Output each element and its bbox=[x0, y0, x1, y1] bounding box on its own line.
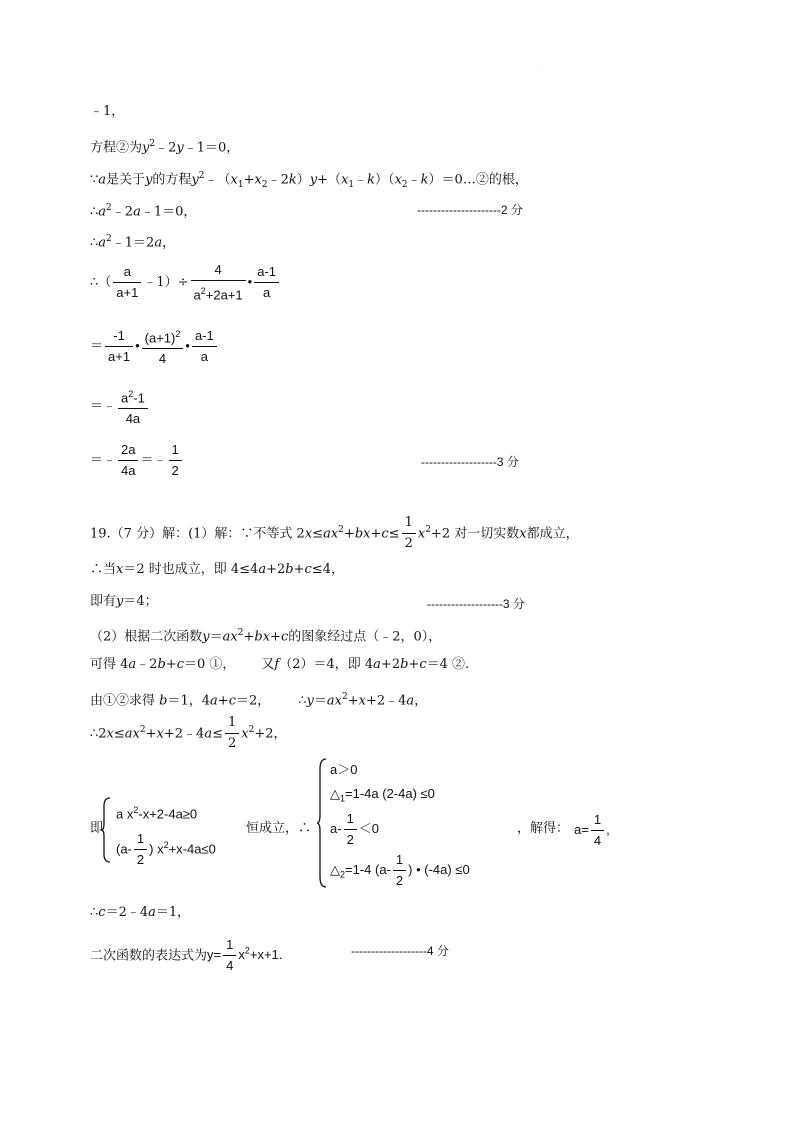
line-step-1: ＝ $\frac{-1}{a+1}$ • $\frac{(a+1)^2}{4}$ • $\frac{a-1}{a}$ bbox=[90, 326, 219, 367]
line-step-2: ＝﹣ $\frac{a^2-1}{4a}$ bbox=[90, 386, 150, 427]
fraction: $\frac{1}{4}$ bbox=[223, 937, 236, 974]
fraction: $\frac{2a}{4a}$ bbox=[118, 442, 138, 479]
line-expression: ∴（ $\frac{a}{a+1}$ ﹣1）÷ $\frac{4}{a^2+2a+1}$ • $\frac{a-1}{a}$ bbox=[90, 262, 281, 303]
score-mark-4: -------------------4 分 bbox=[351, 944, 449, 958]
fraction: $\frac{a-1}{a}$ bbox=[192, 328, 217, 365]
fraction: $\frac{1}{2}$ bbox=[225, 715, 239, 752]
system2-row2: $\triangle_1=1-4a$ (2-4a) ≤0 bbox=[330, 786, 435, 804]
corner-dot: · bbox=[537, 64, 539, 70]
score-mark-3a: -------------------3 分 bbox=[421, 455, 519, 469]
line-a-squared-eq: $\therefore a^2﹣2a﹣1=0$， bbox=[90, 203, 197, 220]
fraction: $\frac{a}{a+1}$ bbox=[113, 264, 141, 301]
fraction: $\frac{1}{4}$ bbox=[591, 812, 604, 849]
fraction: $\frac{4}{a^2+2a+1}$ bbox=[191, 262, 246, 303]
always-holds-text: 恒成立，∴ bbox=[246, 821, 312, 836]
line-equation-2: 方程②为$y^2﹣2y﹣1=0$， bbox=[90, 139, 240, 156]
line-x-equals-2: ∴当x＝2 时也成立，即 4≤4a+2b+c≤4， bbox=[90, 562, 344, 577]
line-y-equals-4: 即有y＝4； bbox=[90, 594, 158, 609]
fraction: $\frac{a^2-1}{4a}$ bbox=[118, 386, 148, 427]
fraction: $\frac{1}{2}$ bbox=[393, 852, 406, 889]
system2-row4: $\triangle_2=1-4$ (a- $\frac{1}{2}$ ) • (-4a) ≤0 bbox=[330, 852, 470, 888]
line-neg-one: ﹣1， bbox=[90, 104, 125, 119]
left-brace-2 bbox=[316, 757, 328, 889]
fraction: $\frac{1}{2}$ bbox=[402, 515, 416, 552]
fraction: $\frac{1}{2}$ bbox=[344, 811, 357, 848]
line-part-2: （2）根据二次函数$y=ax^2+bx+c$的图象经过点（﹣2，0）， bbox=[90, 628, 442, 645]
line-equations-1-2: 可得 4a﹣2b+c＝0 ①， 又f（2）＝4，即 4a+2b+c＝4 ②. bbox=[90, 657, 470, 672]
system1-row2: (a- $\frac{1}{2}$ ) $x^2+x-4a\le 0$ bbox=[116, 831, 216, 868]
fraction: $\frac{1}{2}$ bbox=[134, 831, 147, 868]
system1-row1: a $x^2-x+2-4a\ge 0$ bbox=[116, 805, 198, 822]
line-root-condition: ∵a是关于y的方程$y^2﹣(x_1+x_2﹣2k)y+(x_1﹣k)(x_2﹣k)=0\dots ②$的根， bbox=[90, 171, 528, 190]
fraction: $\frac{a-1}{a}$ bbox=[254, 264, 279, 301]
answer-a: a= $\frac{1}{4}$ , bbox=[574, 812, 610, 848]
line-a-squared-minus-one: $\therefore a^2﹣1=2a$， bbox=[90, 234, 176, 251]
left-brace-1 bbox=[100, 796, 112, 864]
line-c-value: ∴c＝2﹣4a＝1， bbox=[90, 905, 191, 920]
solve-label: ，解得： bbox=[517, 821, 570, 836]
score-mark-3b: -------------------3 分 bbox=[427, 597, 525, 611]
line-q19-intro: 19.（7 分）解：(1）解：∵不等式 $2x\le ax^2+bx+c\le$ $\frac{1}{2}$ $x^2+2$ 对一切实数x都成立， bbox=[90, 515, 579, 552]
score-mark-2: ---------------------2 分 bbox=[417, 203, 523, 217]
fraction: $\frac{-1}{a+1}$ bbox=[105, 328, 133, 365]
system2-row1: a＞0 bbox=[330, 762, 358, 777]
fraction: $\frac{(a+1)^2}{4}$ bbox=[142, 326, 184, 367]
fraction: $\frac{1}{2}$ bbox=[169, 442, 182, 479]
line-solve-b: 由①②求得 b＝1，4a+c＝2， $\therefore y=ax^2+x+2﹣4a$， bbox=[90, 692, 428, 709]
system-prefix: 即 bbox=[90, 821, 104, 836]
line-inequality-chain: $\therefore 2x\le ax^2+x+2﹣4a\le$ $\frac{1}{2}$ $x^2+2$， bbox=[90, 715, 287, 752]
line-final-expression: 二次函数的表达式为y= $\frac{1}{4}$ $x^2+x+1$. bbox=[90, 937, 283, 974]
system2-row3: a- $\frac{1}{2}$ ＜0 bbox=[330, 811, 380, 847]
line-step-3: ＝﹣ $\frac{2a}{4a}$ ＝﹣ $\frac{1}{2}$ bbox=[90, 440, 184, 481]
